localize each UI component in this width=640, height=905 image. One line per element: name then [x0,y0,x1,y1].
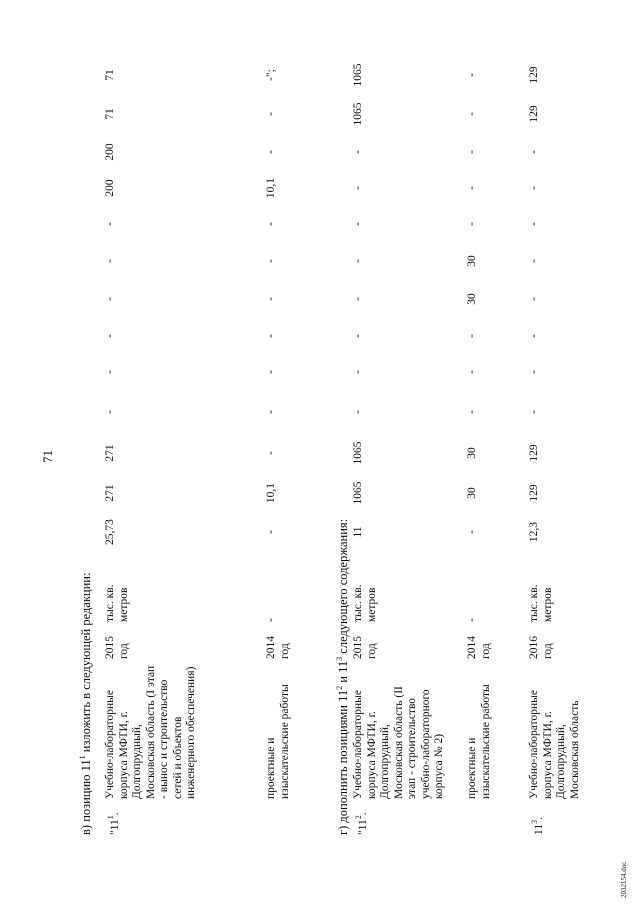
value-cell: 129 [528,66,540,84]
heading-g: г) дополнить позициями $11^2$ и $11^3$ следующего содержания: [335,518,351,835]
unit-cell: тыс. кв. метров [528,584,554,622]
page-number: 71 [40,450,55,463]
unit-cell: - [265,618,277,622]
value-cell: - [265,297,277,301]
value-cell: 30 [466,487,478,499]
value-cell: 271 [104,444,116,462]
value-cell: - [265,112,277,116]
value-cell: - [265,451,277,455]
value-cell: - [528,370,540,374]
value-cell: - [352,334,364,338]
value-cell: - [265,150,277,154]
object-name: Учебно-лабораторные корпуса МФТИ, г. Долгопрудный, Московская область (II этап - строительство учебно-лабораторного корпуса № 2) [352,686,445,799]
year-cell: 2016 год [528,636,554,659]
value-cell: - [104,370,116,374]
value-cell: - [466,112,478,116]
object-name: проектные и изыскательские работы [265,684,291,799]
value-cell: - [104,222,116,226]
value-cell: - [466,222,478,226]
position-number: "$11^2$. [354,812,369,835]
unit-cell: - [466,618,478,622]
value-cell: - [352,222,364,226]
object-name: проектные и изыскательские работы [466,684,492,799]
value-cell: - [352,259,364,263]
unit-cell: тыс. кв. метров [104,584,130,622]
value-cell: - [352,150,364,154]
value-cell: 129 [528,105,540,123]
value-cell: - [104,334,116,338]
value-cell: - [352,410,364,414]
value-cell: - [265,370,277,374]
value-cell: - [265,222,277,226]
year-cell: 2015 год [352,636,378,659]
value-cell: 30 [466,255,478,267]
value-cell: 200 [104,179,116,197]
value-cell: - [528,334,540,338]
object-name: Учебно-лабораторные корпуса МФТИ, г. Долгопрудный, Московская область [528,690,581,799]
object-name: Учебно-лабораторные корпуса МФТИ, г. Долгопрудный, Московская область (I этап - вынос и строительство сетей и объектов инженерного обеспечения) [104,665,197,799]
doc-code: 2032154.doc [620,861,628,898]
value-cell: 71 [104,69,116,81]
value-cell: - [528,259,540,263]
value-cell: - [104,410,116,414]
value-cell: 271 [104,484,116,502]
unit-cell: тыс. кв. метров [352,584,378,622]
value-cell: - [466,150,478,154]
heading-v: в) позицию $11^1$ изложить в следующей редакции: [78,572,94,835]
value-cell: 129 [528,444,540,462]
value-cell: 1065 [352,102,364,126]
value-cell: 1065 [352,441,364,465]
value-cell: 11 [352,526,364,538]
value-cell: - [104,259,116,263]
value-cell: - [352,370,364,374]
value-cell: - [104,297,116,301]
value-cell: 129 [528,484,540,502]
position-number: "$11^1$. [106,812,121,835]
value-cell: - [528,297,540,301]
year-cell: 2014 год [466,636,492,659]
value-cell: - [265,410,277,414]
year-cell: 2015 год [104,636,130,659]
value-cell: - [466,410,478,414]
value-cell: 1065 [352,63,364,87]
value-cell: 71 [104,108,116,120]
value-cell: 12,3 [528,521,540,543]
value-cell: - [265,259,277,263]
value-cell: - [265,334,277,338]
value-cell: - [466,334,478,338]
value-cell: - [466,73,478,77]
value-cell: 30 [466,447,478,459]
value-cell: 25,73 [104,519,116,545]
value-cell: -"; [265,69,277,81]
position-number: $11^3$. [530,817,545,835]
value-cell: 10,1 [265,177,277,199]
value-cell: 30 [466,293,478,305]
value-cell: - [528,222,540,226]
year-cell: 2014 год [265,636,291,659]
value-cell: - [352,186,364,190]
value-cell: - [528,186,540,190]
value-cell: - [265,530,277,534]
value-cell: - [466,186,478,190]
value-cell: 1065 [352,481,364,505]
value-cell: - [528,150,540,154]
value-cell: 10,1 [265,482,277,504]
value-cell: - [466,530,478,534]
value-cell: - [352,297,364,301]
value-cell: - [466,370,478,374]
value-cell: - [528,410,540,414]
value-cell: 200 [104,143,116,161]
